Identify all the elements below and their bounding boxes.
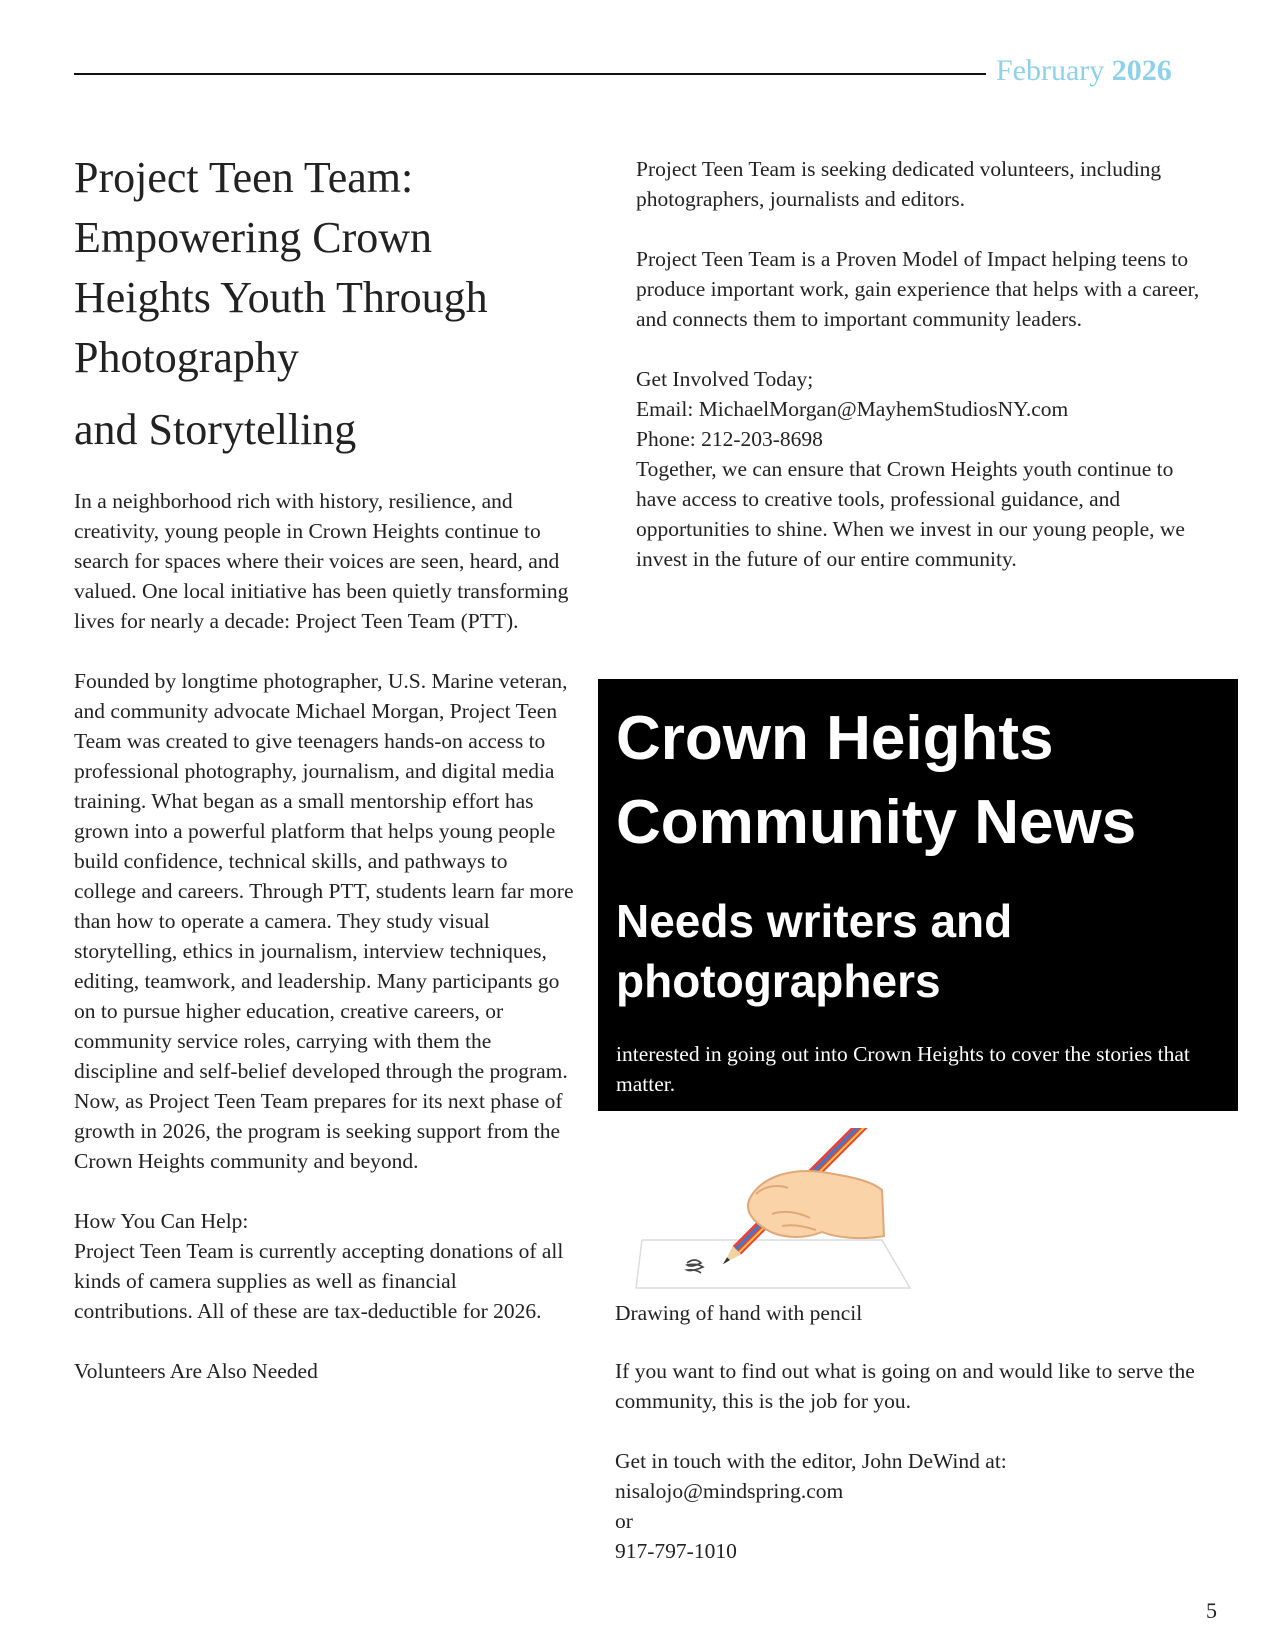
page-number: 5: [1206, 1598, 1217, 1623]
contact-paragraph: If you want to find out what is going on and would like to serve the community, this is the job for you.: [615, 1359, 1195, 1413]
header-rule: [74, 73, 986, 75]
article-paragraph: How You Can Help: Project Teen Team is currently accepting donations of all kinds of camera supplies as well as financial contributions. All of these are tax-deductible for 2026.: [74, 1209, 564, 1323]
article-paragraph: Project Teen Team is seeking dedicated volunteers, including photographers, journalists and editors.: [636, 157, 1162, 211]
community-news-ad: [598, 679, 1238, 1111]
issue-year: 2026: [1111, 54, 1172, 87]
ad-heading: Crown Heights Community News: [616, 704, 1137, 857]
editor-contact: [615, 1356, 1215, 1596]
article-left-column: [74, 148, 574, 1416]
contact-paragraph: Get in touch with the editor, John DeWind at: nisalojo@mindspring.com or 917-797-1010: [615, 1449, 1007, 1563]
article-title: Project Teen Team: Empowering Crown Heights Youth Through Photography: [74, 153, 488, 382]
issue-month: February: [996, 54, 1105, 87]
article-right-column: [636, 154, 1216, 604]
article-paragraph: Project Teen Team is a Proven Model of Impact helping teens to produce important work, gain experience that helps with a career, and connects them to important community leaders.: [636, 247, 1200, 331]
article-paragraph: Get Involved Today; Email: MichaelMorgan@MayhemStudiosNY.com Phone: 212-203-8698 Together, we can ensure that Crown Heights youth continue to have access to creative tools, professional guidance, and opportunities to shine. When we invest in our young people, we invest in the future of our entire community.: [636, 367, 1185, 571]
article-paragraph: Founded by longtime photographer, U.S. Marine veteran, and community advocate Michael Morgan, Project Teen Team was created to give teenagers hands-on access to professional photography, journalism, and digital media training. What began as a small mentorship effort has grown into a powerful platform that helps young people build confidence, technical skills, and pathways to college and careers. Through PTT, students learn far more than how to operate a camera. They study visual storytelling, ethics in journalism, interview techniques, editing, teamwork, and leadership. Many participants go on to pursue higher education, creative careers, or community service roles, carrying with them the discipline and self-belief developed through the program. Now, as Project Teen Team prepares for its next phase of growth in 2026, the program is seeking support from the Crown Heights community and beyond.: [74, 669, 574, 1173]
ad-text: interested in going out into Crown Heights to cover the stories that matter.: [616, 1042, 1190, 1096]
article-paragraph: In a neighborhood rich with history, resilience, and creativity, young people in Crown Heights continue to search for spaces where their voices are seen, heard, and valued. One local initiative has been quietly transforming lives for nearly a decade: Project Teen Team (PTT).: [74, 489, 569, 633]
article-body: [74, 486, 574, 1386]
article-title-continued: and Storytelling: [74, 405, 357, 454]
illustration-caption: Drawing of hand with pencil: [615, 1301, 863, 1325]
hand-with-pencil-icon: [632, 1128, 922, 1294]
ad-subheading: Needs writers and photographers: [616, 895, 1013, 1007]
issue-date: [996, 54, 1172, 88]
article-paragraph: Volunteers Are Also Needed: [74, 1359, 318, 1383]
